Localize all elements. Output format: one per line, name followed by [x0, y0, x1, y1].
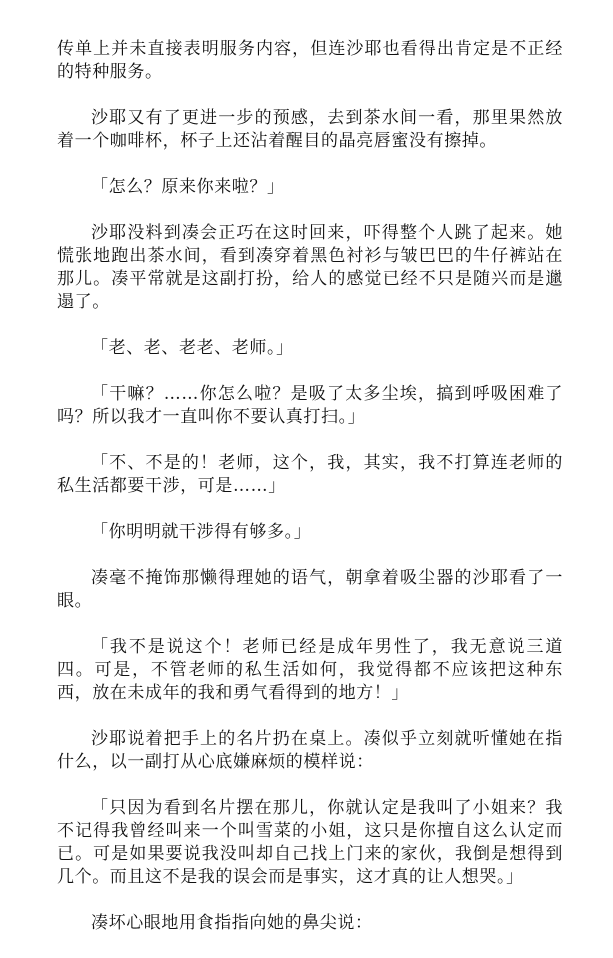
paragraph: 「老、老、老老、老师。」: [91, 338, 294, 358]
paragraph: 凑坏心眼地用食指指向她的鼻尖说：: [91, 913, 373, 933]
paragraph: 「我不是说这个！老师已经是成年男性了，我无意说三道四。可是，不管老师的私生活如何，我觉得都不应该把这种东西，放在未成年的我和勇气看得到的地方！」: [57, 637, 563, 703]
paragraph: 「你明明就干涉得有够多。」: [91, 522, 312, 542]
paragraph: 沙耶又有了更进一步的预感，去到茶水间一看，那里果然放着一个咖啡杯，杯子上还沾着醒目的晶亮唇蜜没有擦掉。: [57, 108, 563, 151]
paragraph: 「不、不是的！老师，这个，我，其实，我不打算连老师的私生活都要干涉，可是……」: [57, 453, 563, 496]
paragraph: 传单上并未直接表明服务内容，但连沙耶也看得出肯定是不正经的特种服务。: [57, 39, 563, 82]
paragraph: 「干嘛？……你怎么啦？是吸了太多尘埃，搞到呼吸困难了吗？所以我才一直叫你不要认真打扫。」: [57, 384, 563, 427]
paragraph: 「怎么？原来你来啦？」: [91, 177, 285, 197]
paragraph: 沙耶没料到凑会正巧在这时回来，吓得整个人跳了起来。她慌张地跑出茶水间，看到凑穿着黑色衬衫与皱巴巴的牛仔裤站在那儿。凑平常就是这副打扮，给人的感觉已经不只是随兴而是邋遢了。: [57, 223, 563, 312]
paragraph: 「只因为看到名片摆在那儿，你就认定是我叫了小姐来？我不记得我曾经叫来一个叫雪菜的小姐，这只是你擅自这么认定而已。可是如果要说我没叫却自己找上门来的家伙，我倒是想得到几个。而且这不是我的误会而是事实，这才真的让人想哭。」: [57, 798, 563, 887]
paragraph: 凑毫不掩饰那懒得理她的语气，朝拿着吸尘器的沙耶看了一眼。: [57, 568, 563, 611]
paragraph: 沙耶说着把手上的名片扔在桌上。凑似乎立刻就听懂她在指什么，以一副打从心底嫌麻烦的模样说：: [57, 729, 563, 772]
document-body: [57, 38, 563, 958]
